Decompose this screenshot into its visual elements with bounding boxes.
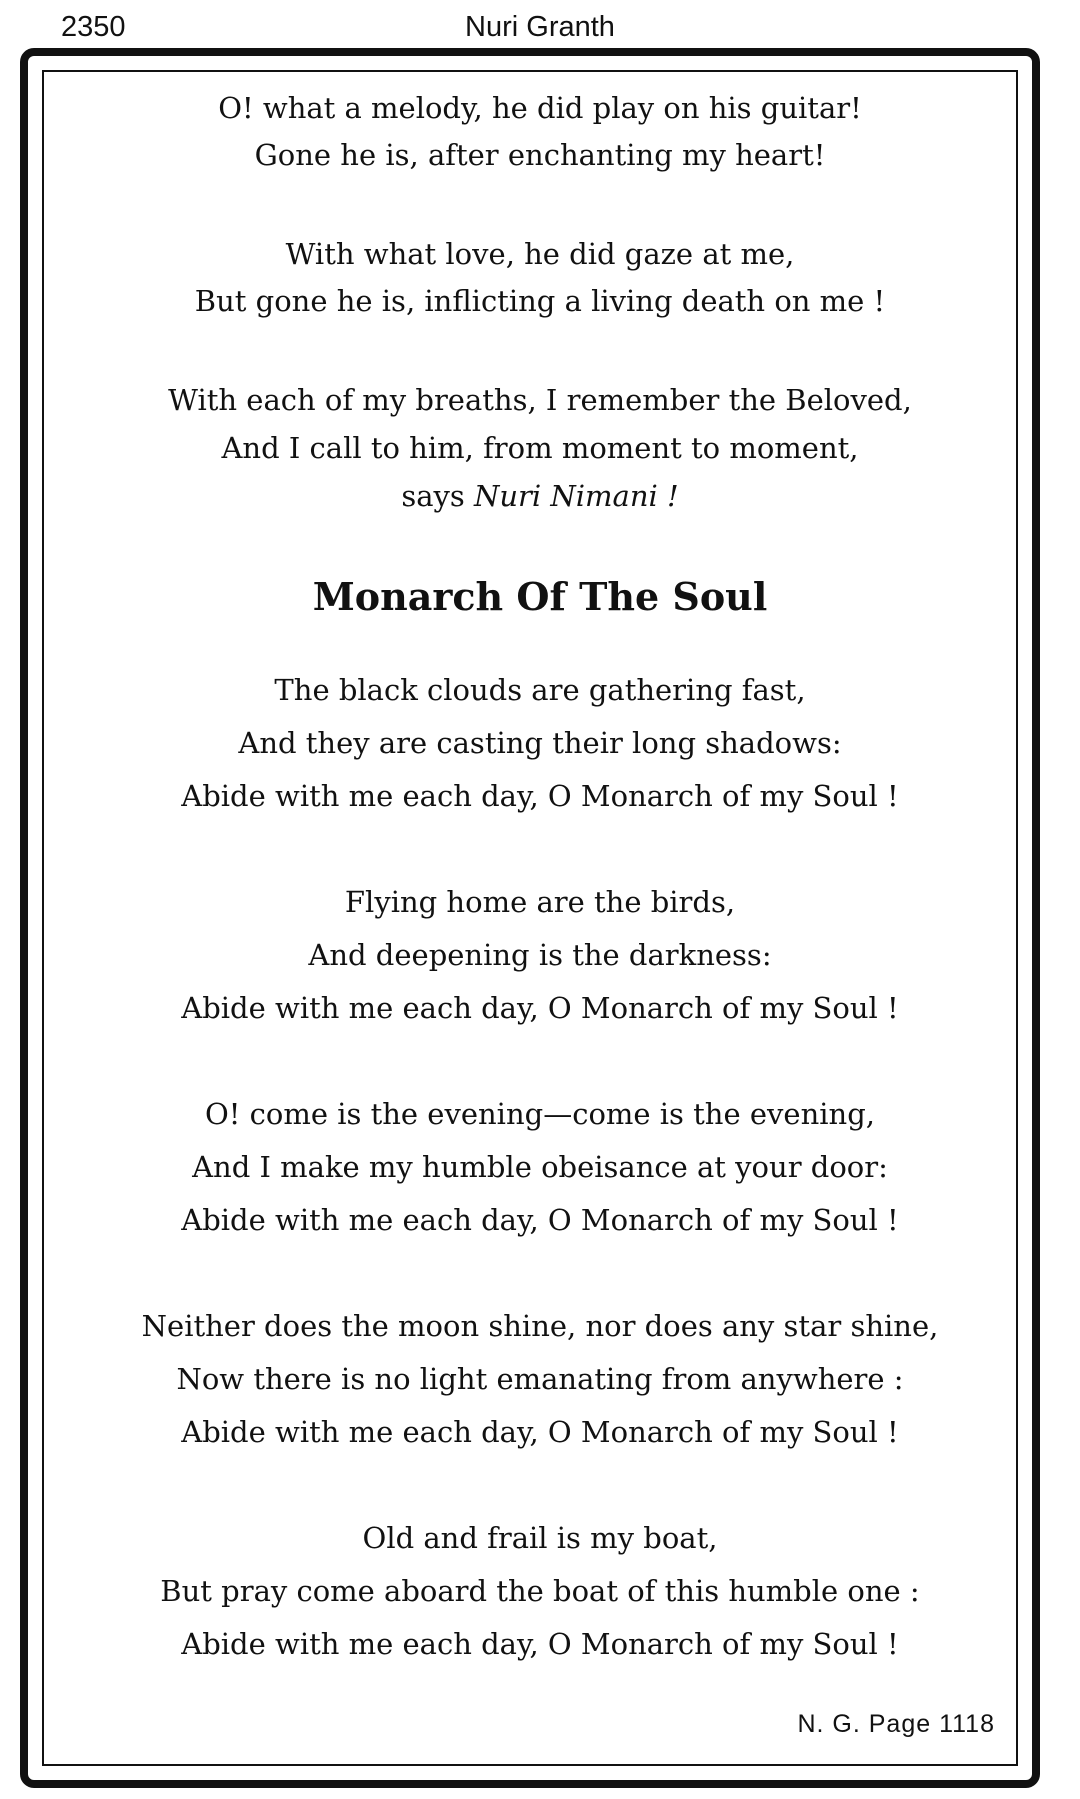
poet-name: Nuri Nimani !	[473, 479, 679, 513]
poem-line: And they are casting their long shadows:	[238, 726, 842, 760]
poem-line: But gone he is, inflicting a living death on me !	[194, 284, 886, 318]
poem-line: Gone he is, after enchanting my heart!	[254, 138, 826, 172]
page-number: 2350	[61, 11, 126, 43]
signature-prefix: says	[401, 479, 474, 513]
poem-line: With what love, he did gaze at me,	[285, 237, 795, 271]
poem-line: And I make my humble obeisance at your door:	[192, 1150, 888, 1184]
poem-line: O! come is the evening—come is the evening,	[204, 1097, 875, 1131]
refrain-line: Abide with me each day, O Monarch of my Soul !	[181, 779, 899, 813]
book-title: Nuri Granth	[465, 11, 615, 43]
page-reference: N. G. Page 1118	[797, 1710, 995, 1738]
poem-line: But pray come aboard the boat of this humble one :	[160, 1574, 920, 1608]
refrain-line: Abide with me each day, O Monarch of my Soul !	[181, 1203, 899, 1237]
poem-line: Old and frail is my boat,	[362, 1521, 718, 1555]
refrain-line: Abide with me each day, O Monarch of my Soul !	[181, 1415, 899, 1449]
refrain-line: Abide with me each day, O Monarch of my Soul !	[181, 991, 899, 1025]
poem-line: O! what a melody, he did play on his guitar!	[218, 91, 862, 125]
poem-line: The black clouds are gathering fast,	[274, 673, 806, 707]
poem-line: Flying home are the birds,	[344, 885, 736, 919]
poet-signature	[60, 478, 1020, 514]
poem-line: With each of my breaths, I remember the Beloved,	[168, 383, 912, 417]
refrain-line: Abide with me each day, O Monarch of my Soul !	[181, 1627, 899, 1661]
poem-line: And I call to him, from moment to moment,	[221, 431, 859, 465]
poem-line: Neither does the moon shine, nor does any star shine,	[141, 1309, 939, 1343]
poem-line: And deepening is the darkness:	[308, 938, 772, 972]
poem-title: Monarch Of The Soul	[312, 574, 768, 619]
poem-line: Now there is no light emanating from anywhere :	[176, 1362, 904, 1396]
